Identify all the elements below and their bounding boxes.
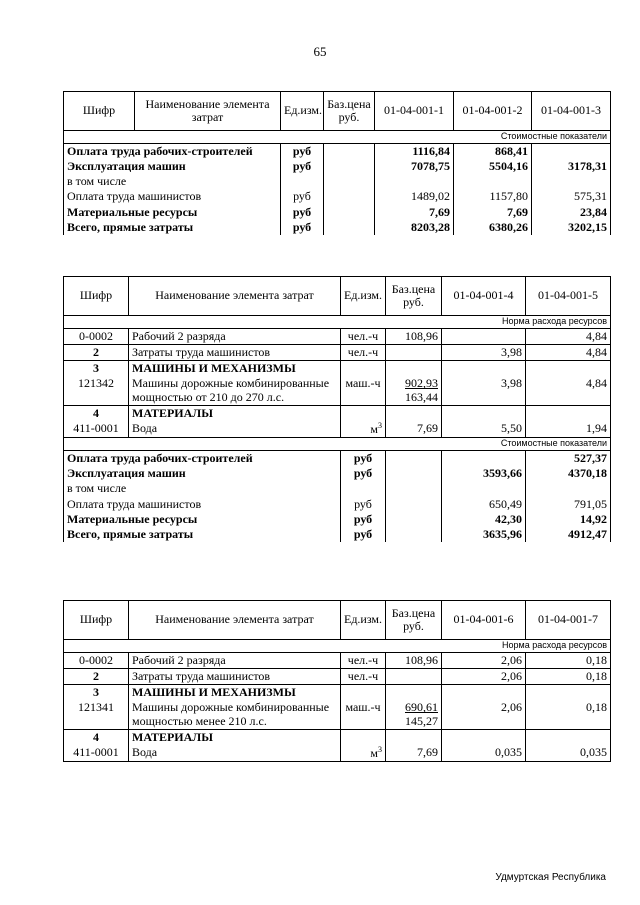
header-unit: Ед.изм.: [341, 601, 386, 640]
header-name: Наименование элемента затрат: [129, 277, 341, 316]
table-row: Оплата труда машинистов руб 1489,02 1157,80 575,31: [64, 189, 611, 204]
table-row: 3 МАШИНЫ И МЕХАНИЗМЫ: [64, 685, 611, 701]
table-row: 411-0001 Вода $м^3$ 7,69 0,035 0,035: [64, 745, 611, 762]
table-row: Всего, прямые затраты руб 3635,96 4912,47: [64, 527, 611, 542]
page-number: 65: [313, 44, 327, 59]
section-label: Норма расхода ресурсов: [64, 640, 611, 653]
footer-region: Удмуртская Республика: [495, 872, 606, 883]
header-col-2: 01-04-001-5: [526, 277, 611, 316]
table-row: 411-0001 Вода $м^3$ 7,69 5,50 1,94: [64, 421, 611, 438]
header-name: Наименование элемента затрат: [129, 601, 341, 640]
table-row: 0-0002 Рабочий 2 разряда чел.-ч 108,96 4,84: [64, 328, 611, 344]
header-col-2: 01-04-001-7: [526, 601, 611, 640]
table-row: в том числе: [64, 174, 611, 189]
header-base-price: Баз.цена руб.: [324, 92, 375, 131]
section-label: Стоимостные показатели: [64, 438, 611, 451]
norm-table-3: [63, 600, 611, 762]
table-row: 2 Затраты труда машинистов чел.-ч 2,06 0,18: [64, 669, 611, 685]
table-row: Оплата труда рабочих-строителей руб 1116,84 868,41: [64, 143, 611, 159]
table-row: Оплата труда рабочих-строителей руб 527,37: [64, 451, 611, 467]
section-label: Норма расхода ресурсов: [64, 316, 611, 329]
table-row: 121341 Машины дорожные комбинированные мощностью менее 210 л.с. маш.-ч 690,61 145,27 2,06 0,18: [64, 700, 611, 729]
table-row: 3 МАШИНЫ И МЕХАНИЗМЫ: [64, 361, 611, 377]
table-row: 2 Затраты труда машинистов чел.-ч 3,98 4,84: [64, 345, 611, 361]
table-row: 4 МАТЕРИАЛЫ: [64, 729, 611, 745]
table-row: 4 МАТЕРИАЛЫ: [64, 405, 611, 421]
table-row: Оплата труда машинистов руб 650,49 791,05: [64, 497, 611, 512]
header-code: Шифр: [64, 601, 129, 640]
header-name: Наименование элемента затрат: [135, 92, 281, 131]
table-row: Материальные ресурсы руб 7,69 7,69 23,84: [64, 205, 611, 220]
table-row: Эксплуатация машин руб 3593,66 4370,18: [64, 466, 611, 481]
table-row: Всего, прямые затраты руб 8203,28 6380,26 3202,15: [64, 220, 611, 235]
header-base-price: Баз.цена руб.: [386, 601, 442, 640]
norm-table-2: [63, 276, 611, 542]
header-base-price: Баз.цена руб.: [386, 277, 442, 316]
header-col-3: 01-04-001-3: [532, 92, 611, 131]
header-col-1: 01-04-001-6: [442, 601, 526, 640]
header-code: Шифр: [64, 92, 135, 131]
cost-table-1: [63, 91, 611, 235]
table-row: Материальные ресурсы руб 42,30 14,92: [64, 512, 611, 527]
header-unit: Ед.изм.: [281, 92, 324, 131]
table-row: 121342 Машины дорожные комбинированные мощностью от 210 до 270 л.с. маш.-ч 902,93 163,44 3,98 4,84: [64, 376, 611, 405]
table-row: Эксплуатация машин руб 7078,75 5504,16 3178,31: [64, 159, 611, 174]
table-row: 0-0002 Рабочий 2 разряда чел.-ч 108,96 2,06 0,18: [64, 652, 611, 668]
header-unit: Ед.изм.: [341, 277, 386, 316]
header-col-2: 01-04-001-2: [454, 92, 532, 131]
header-col-1: 01-04-001-1: [375, 92, 454, 131]
section-label: Стоимостные показатели: [64, 131, 611, 144]
table-row: в том числе: [64, 481, 611, 496]
header-code: Шифр: [64, 277, 129, 316]
header-col-1: 01-04-001-4: [442, 277, 526, 316]
